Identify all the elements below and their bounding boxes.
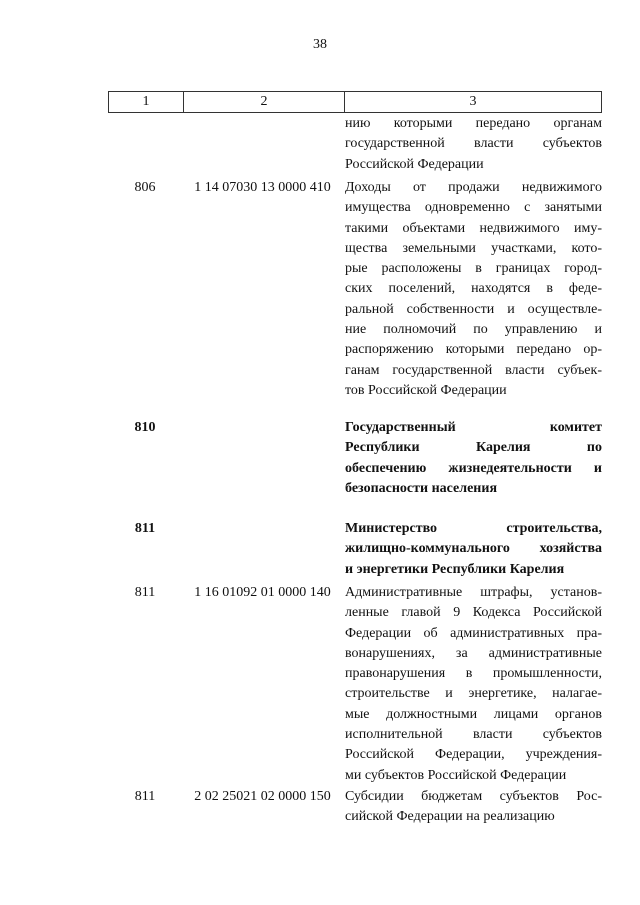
description-line: тов Российской Федерации <box>345 382 507 398</box>
description-line: Республики Карелия по <box>345 440 602 456</box>
description-line: Субсидии бюджетам субъектов Рос- <box>345 789 602 804</box>
kbk-code: 1 14 07030 13 0000 410 <box>194 180 331 195</box>
description-line: ленные главой 9 Кодекса Российской <box>345 605 602 621</box>
description-line: Федерации об административных пра- <box>345 625 602 641</box>
admin-code: 810 <box>134 420 156 435</box>
table-header <box>108 91 602 113</box>
row-description <box>345 178 602 401</box>
row-description <box>345 787 602 828</box>
description-line: нию которыми передано органам <box>345 116 602 131</box>
description-line: ганам государственной власти субъек- <box>345 362 602 378</box>
header-col-3: 3 <box>344 92 601 112</box>
header-col-1: 1 <box>142 94 150 109</box>
kbk-code: 1 16 01092 01 0000 140 <box>194 585 331 600</box>
description-line: правонарушения в промышленности, <box>345 666 602 682</box>
description-line: государственной власти субъектов <box>345 136 602 152</box>
description-line: Министерство строительства, <box>345 521 602 536</box>
description-line: рые расположены в границах город- <box>345 261 602 277</box>
description-line: строительстве и энергетике, налагае- <box>345 686 602 702</box>
description-line: Российской Федерации, учреждения- <box>345 747 602 763</box>
description-line: жилищно-коммунального хозяйства <box>345 541 602 557</box>
description-line: ми субъектов Российской Федерации <box>345 767 567 783</box>
row-description <box>345 583 602 786</box>
description-line: щества земельными участками, кото- <box>345 240 602 256</box>
description-line: Доходы от продажи недвижимого <box>345 180 602 195</box>
admin-code: 806 <box>134 180 156 195</box>
description-line: вонарушениях, за административные <box>345 645 602 661</box>
description-line: распоряжению которыми передано ор- <box>345 342 602 358</box>
description-line: ских поселений, находятся в феде- <box>345 281 602 297</box>
description-line: мые должностными лицами органов <box>345 706 602 722</box>
description-line: Административные штрафы, установ- <box>345 585 602 600</box>
row-description <box>345 418 602 499</box>
description-line: Государственный комитет <box>345 420 602 435</box>
description-line: обеспечению жизнедеятельности и <box>345 460 602 476</box>
kbk-code: 2 02 25021 02 0000 150 <box>194 789 331 804</box>
header-col-2: 2 <box>183 92 344 112</box>
description-line: и энергетики Республики Карелия <box>345 561 565 577</box>
description-line: ральной собственности и осуществле- <box>345 301 602 317</box>
row-description <box>345 519 602 580</box>
description-line: Российской Федерации <box>345 156 484 172</box>
description-line: ние полномочий по управлению и <box>345 322 602 338</box>
description-line: исполнительной власти субъектов <box>345 727 602 743</box>
admin-code: 811 <box>134 585 156 600</box>
page-number: 38 <box>313 37 327 52</box>
description-line: безопасности населения <box>345 480 498 496</box>
row-description <box>345 114 602 175</box>
admin-code: 811 <box>134 521 156 536</box>
admin-code: 811 <box>134 789 156 804</box>
description-line: сийской Федерации на реализацию <box>345 809 555 825</box>
description-line: имущества одновременно с занятыми <box>345 200 602 216</box>
description-line: такими объектами недвижимого иму- <box>345 220 602 236</box>
